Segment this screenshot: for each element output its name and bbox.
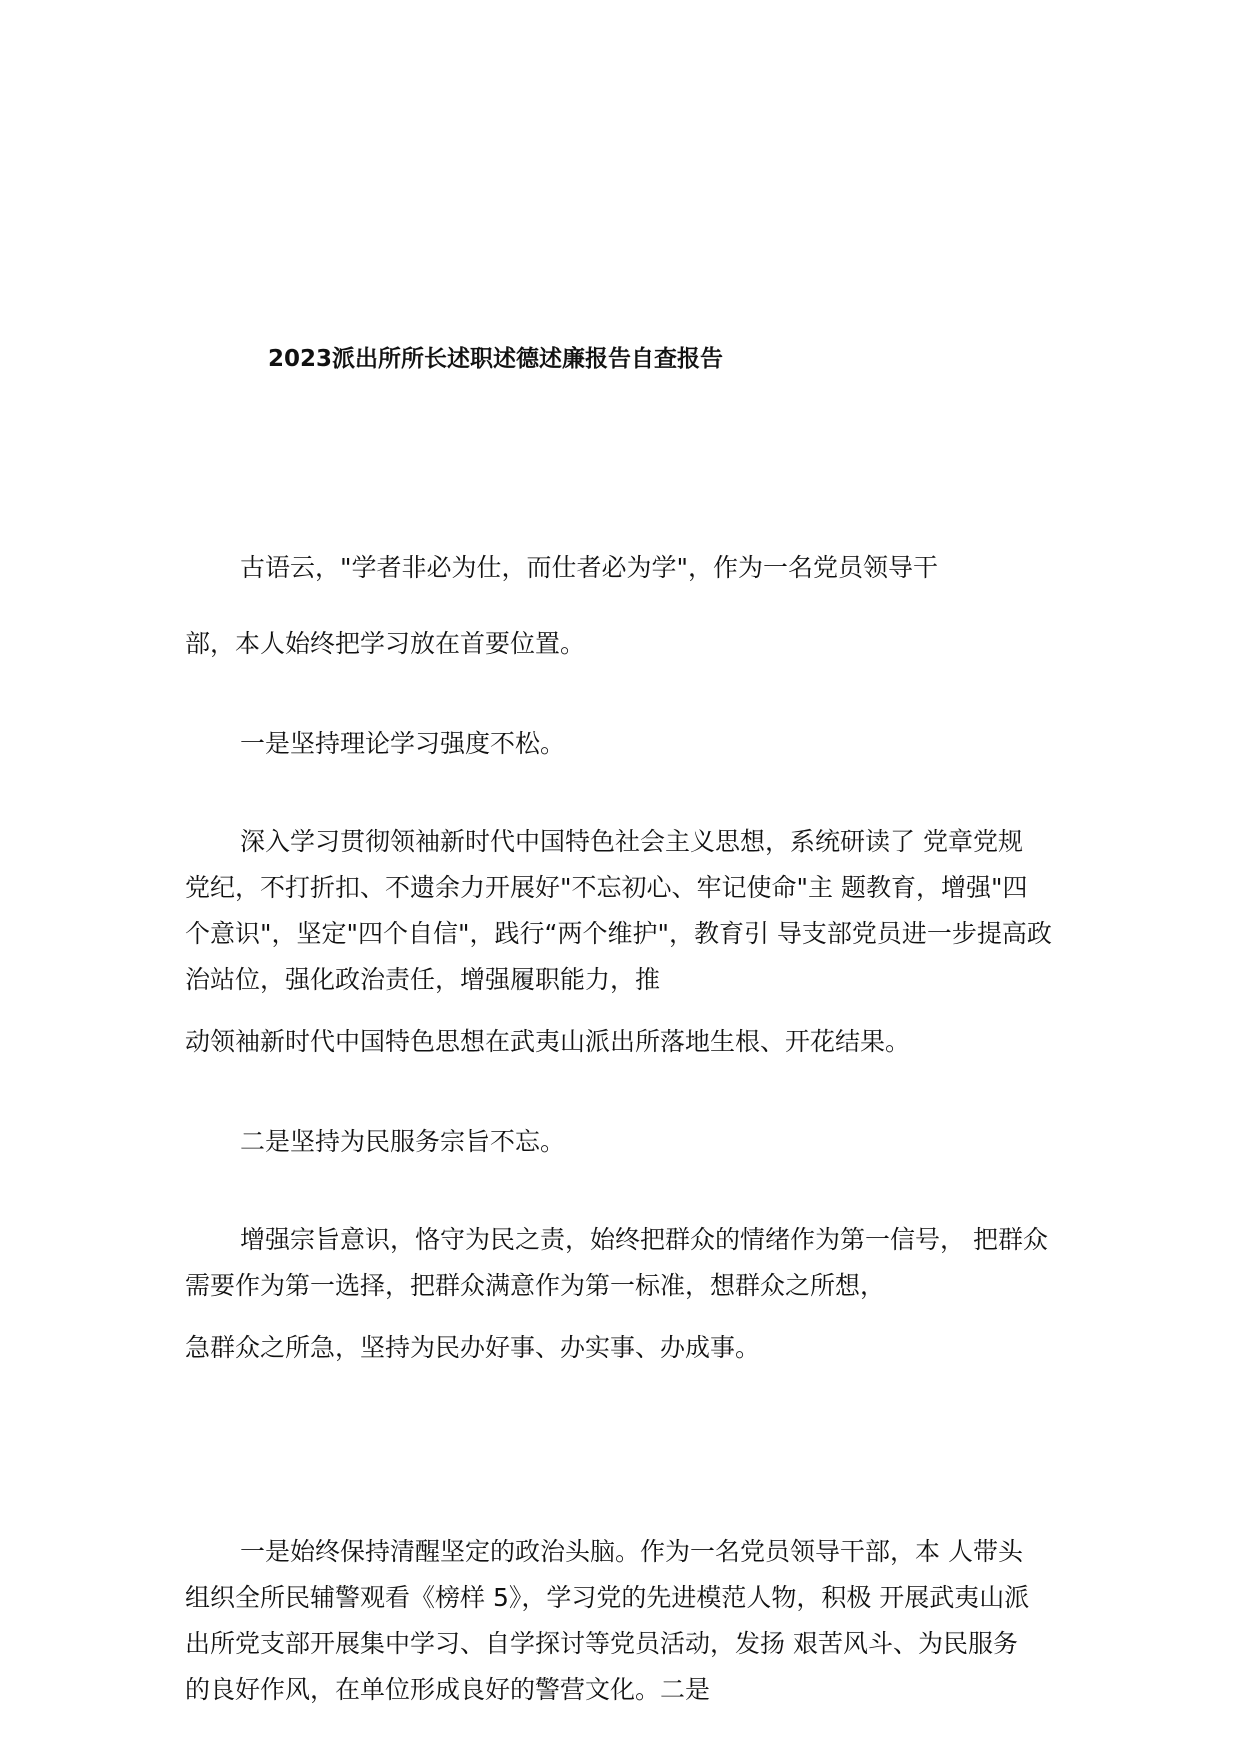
paragraph-1-line-1: 古语云，"学者非必为仕，而仕者必为学"，作为一名党员领导干 bbox=[240, 553, 939, 582]
paragraph-2-line-1: 深入学习贯彻领袖新时代中国特色社会主义思想，系统研读了 党章党规 bbox=[240, 827, 1023, 856]
document-title: 2023派出所所长述职述德述廉报告自查报告 bbox=[268, 346, 724, 372]
paragraph-4-line-4: 的良好作风，在单位形成良好的警营文化。二是 bbox=[185, 1675, 711, 1704]
paragraph-3-line-3: 急群众之所急，坚持为民办好事、办实事、办成事。 bbox=[185, 1333, 761, 1362]
section-heading-1: 一是坚持理论学习强度不松。 bbox=[240, 729, 566, 758]
paragraph-4-line-1: 一是始终保持清醒坚定的政治头脑。作为一名党员领导干部，本 人带头 bbox=[240, 1537, 1023, 1566]
paragraph-1-line-2: 部，本人始终把学习放在首要位置。 bbox=[185, 629, 586, 658]
paragraph-2-line-4: 治站位，强化政治责任，增强履职能力，推 bbox=[185, 965, 661, 994]
section-heading-2: 二是坚持为民服务宗旨不忘。 bbox=[240, 1127, 566, 1156]
paragraph-3-line-2: 需要作为第一选择，把群众满意作为第一标准，想群众之所想， bbox=[185, 1271, 886, 1300]
paragraph-4-line-2: 组织全所民辅警观看《榜样 5》，学习党的先进模范人物，积极 开展武夷山派 bbox=[185, 1583, 1030, 1612]
paragraph-3-line-1: 增强宗旨意识，恪守为民之责，始终把群众的情绪作为第一信号， 把群众 bbox=[240, 1225, 1048, 1254]
paragraph-2-line-2: 党纪，不打折扣、不遗余力开展好"不忘初心、牢记使命"主 题教育，增强"四 bbox=[185, 873, 1028, 902]
paragraph-2-line-5: 动领袖新时代中国特色思想在武夷山派出所落地生根、开花结果。 bbox=[185, 1027, 911, 1056]
paragraph-4-line-3: 出所党支部开展集中学习、自学探讨等党员活动，发扬 艰苦风斗、为民服务 bbox=[185, 1629, 1018, 1658]
paragraph-2-line-3: 个意识"，坚定"四个自信"，践行“两个维护"，教育引 导支部党员进一步提高政 bbox=[185, 919, 1052, 948]
